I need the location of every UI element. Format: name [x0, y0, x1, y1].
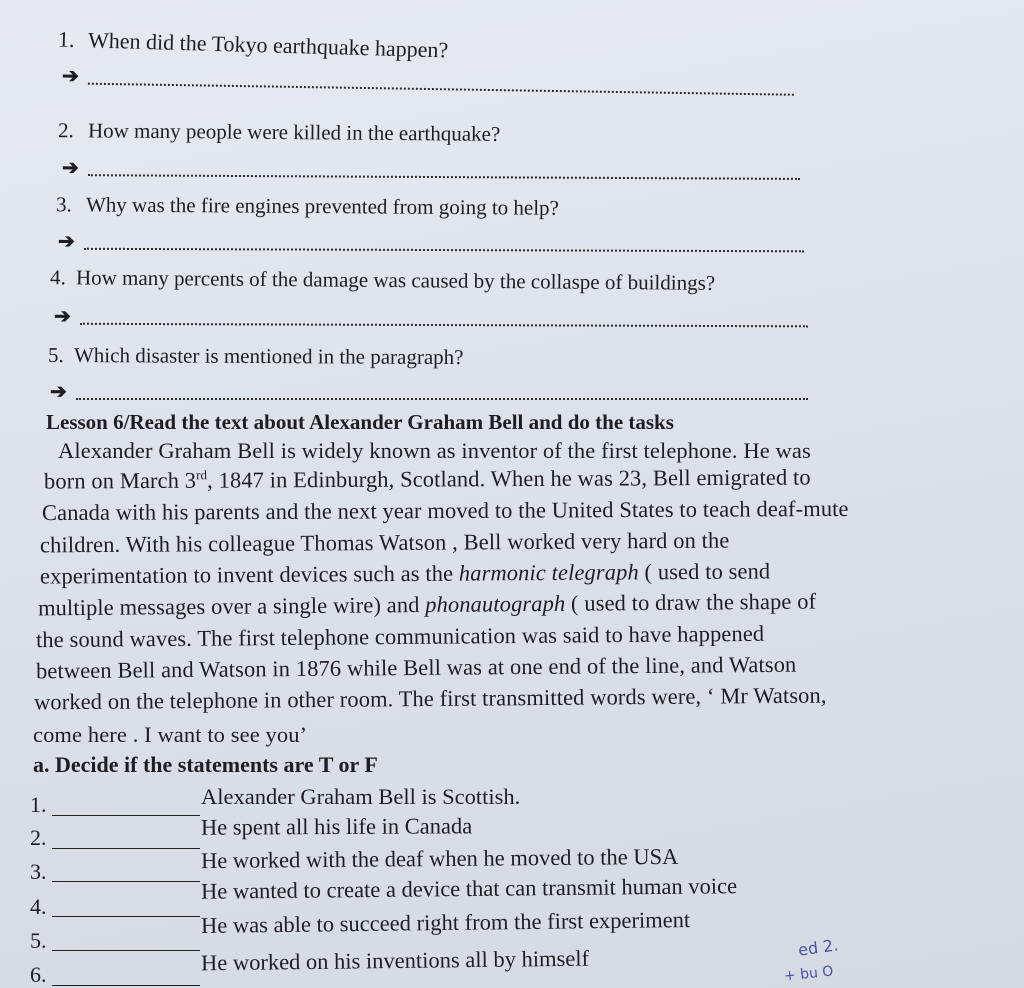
statement-text: He wanted to create a device that can transmit human voice	[200, 873, 738, 904]
lesson-title: Lesson 6/Read the text about Alexander Graham Bell and do the tasks	[46, 410, 674, 434]
answer-blank[interactable]	[52, 815, 200, 816]
arrow-icon: ➔	[50, 381, 67, 403]
answer-blank[interactable]	[52, 950, 200, 951]
question-5: 5. Which disaster is mentioned in the paragraph?	[47, 342, 464, 370]
statement-number: 3.	[30, 859, 47, 884]
paragraph-line: worked on the telephone in other room. The first transmitted words were, ‘ Mr Watson,	[33, 682, 827, 715]
statement-number: 6.	[30, 962, 47, 987]
arrow-icon: ➔	[61, 157, 79, 180]
question-2: 2. How many people were killed in the earthquake?	[57, 118, 501, 146]
answer-line-1	[62, 66, 794, 97]
paragraph-line: Alexander Graham Bell is widely known as inventor of the first telephone. He was	[58, 438, 811, 463]
handwritten-note: ed 2.	[796, 935, 840, 960]
statement-text: He worked on his inventions all by himself	[200, 945, 590, 976]
statement-text: He worked with the deaf when he moved to the USA	[200, 843, 679, 874]
task-a-title: a. Decide if the statements are T or F	[33, 752, 378, 777]
statement-number: 1.	[30, 792, 47, 817]
paragraph-line: experimentation to invent devices such as the harmonic telegraph ( used to send	[39, 558, 771, 589]
question-3: 3. Why was the fire engines prevented from going to help?	[55, 192, 560, 220]
answer-line-5	[50, 382, 808, 402]
paragraph-line: Canada with his parents and the next year moved to the United States to teach deaf-mute	[41, 495, 849, 526]
paragraph-line: born on March 3rd, 1847 in Edinburgh, Scotland. When he was 23, Bell emigrated to	[43, 464, 811, 494]
handwritten-note: + bu O	[783, 963, 835, 985]
answer-line-3	[58, 232, 804, 255]
arrow-icon: ➔	[57, 230, 75, 253]
statement-text: Alexander Graham Bell is Scottish.	[201, 784, 521, 809]
answer-blank[interactable]	[52, 848, 200, 849]
answer-line-2	[62, 158, 800, 182]
paragraph-line: multiple messages over a single wire) and phonautograph ( used to draw the shape of	[37, 588, 817, 621]
statement-text: He spent all his life in Canada	[200, 813, 473, 840]
statement-text: He was able to succeed right from the first experiment	[200, 907, 691, 938]
paragraph-line: come here . I want to see you’	[33, 722, 308, 747]
arrow-icon: ➔	[61, 65, 79, 88]
answer-blank[interactable]	[52, 985, 200, 986]
answer-blank[interactable]	[52, 881, 200, 882]
question-4: 4. How many percents of the damage was caused by the collaspe of buildings?	[49, 265, 716, 295]
statement-number: 2.	[30, 825, 47, 850]
answer-line-4	[54, 307, 808, 330]
statement-number: 5.	[30, 928, 47, 953]
paragraph-line: between Bell and Watson in 1876 while Bell was at one end of the line, and Watson	[35, 651, 797, 684]
question-1: 1. When did the Tokyo earthquake happen?	[57, 26, 449, 63]
arrow-icon: ➔	[53, 305, 71, 328]
statement-number: 4.	[30, 894, 47, 919]
paragraph-line: children. With his colleague Thomas Watson , Bell worked very hard on the	[39, 527, 730, 558]
paragraph-line: the sound waves. The first telephone communication was said to have happened	[35, 620, 765, 653]
answer-blank[interactable]	[52, 916, 200, 917]
